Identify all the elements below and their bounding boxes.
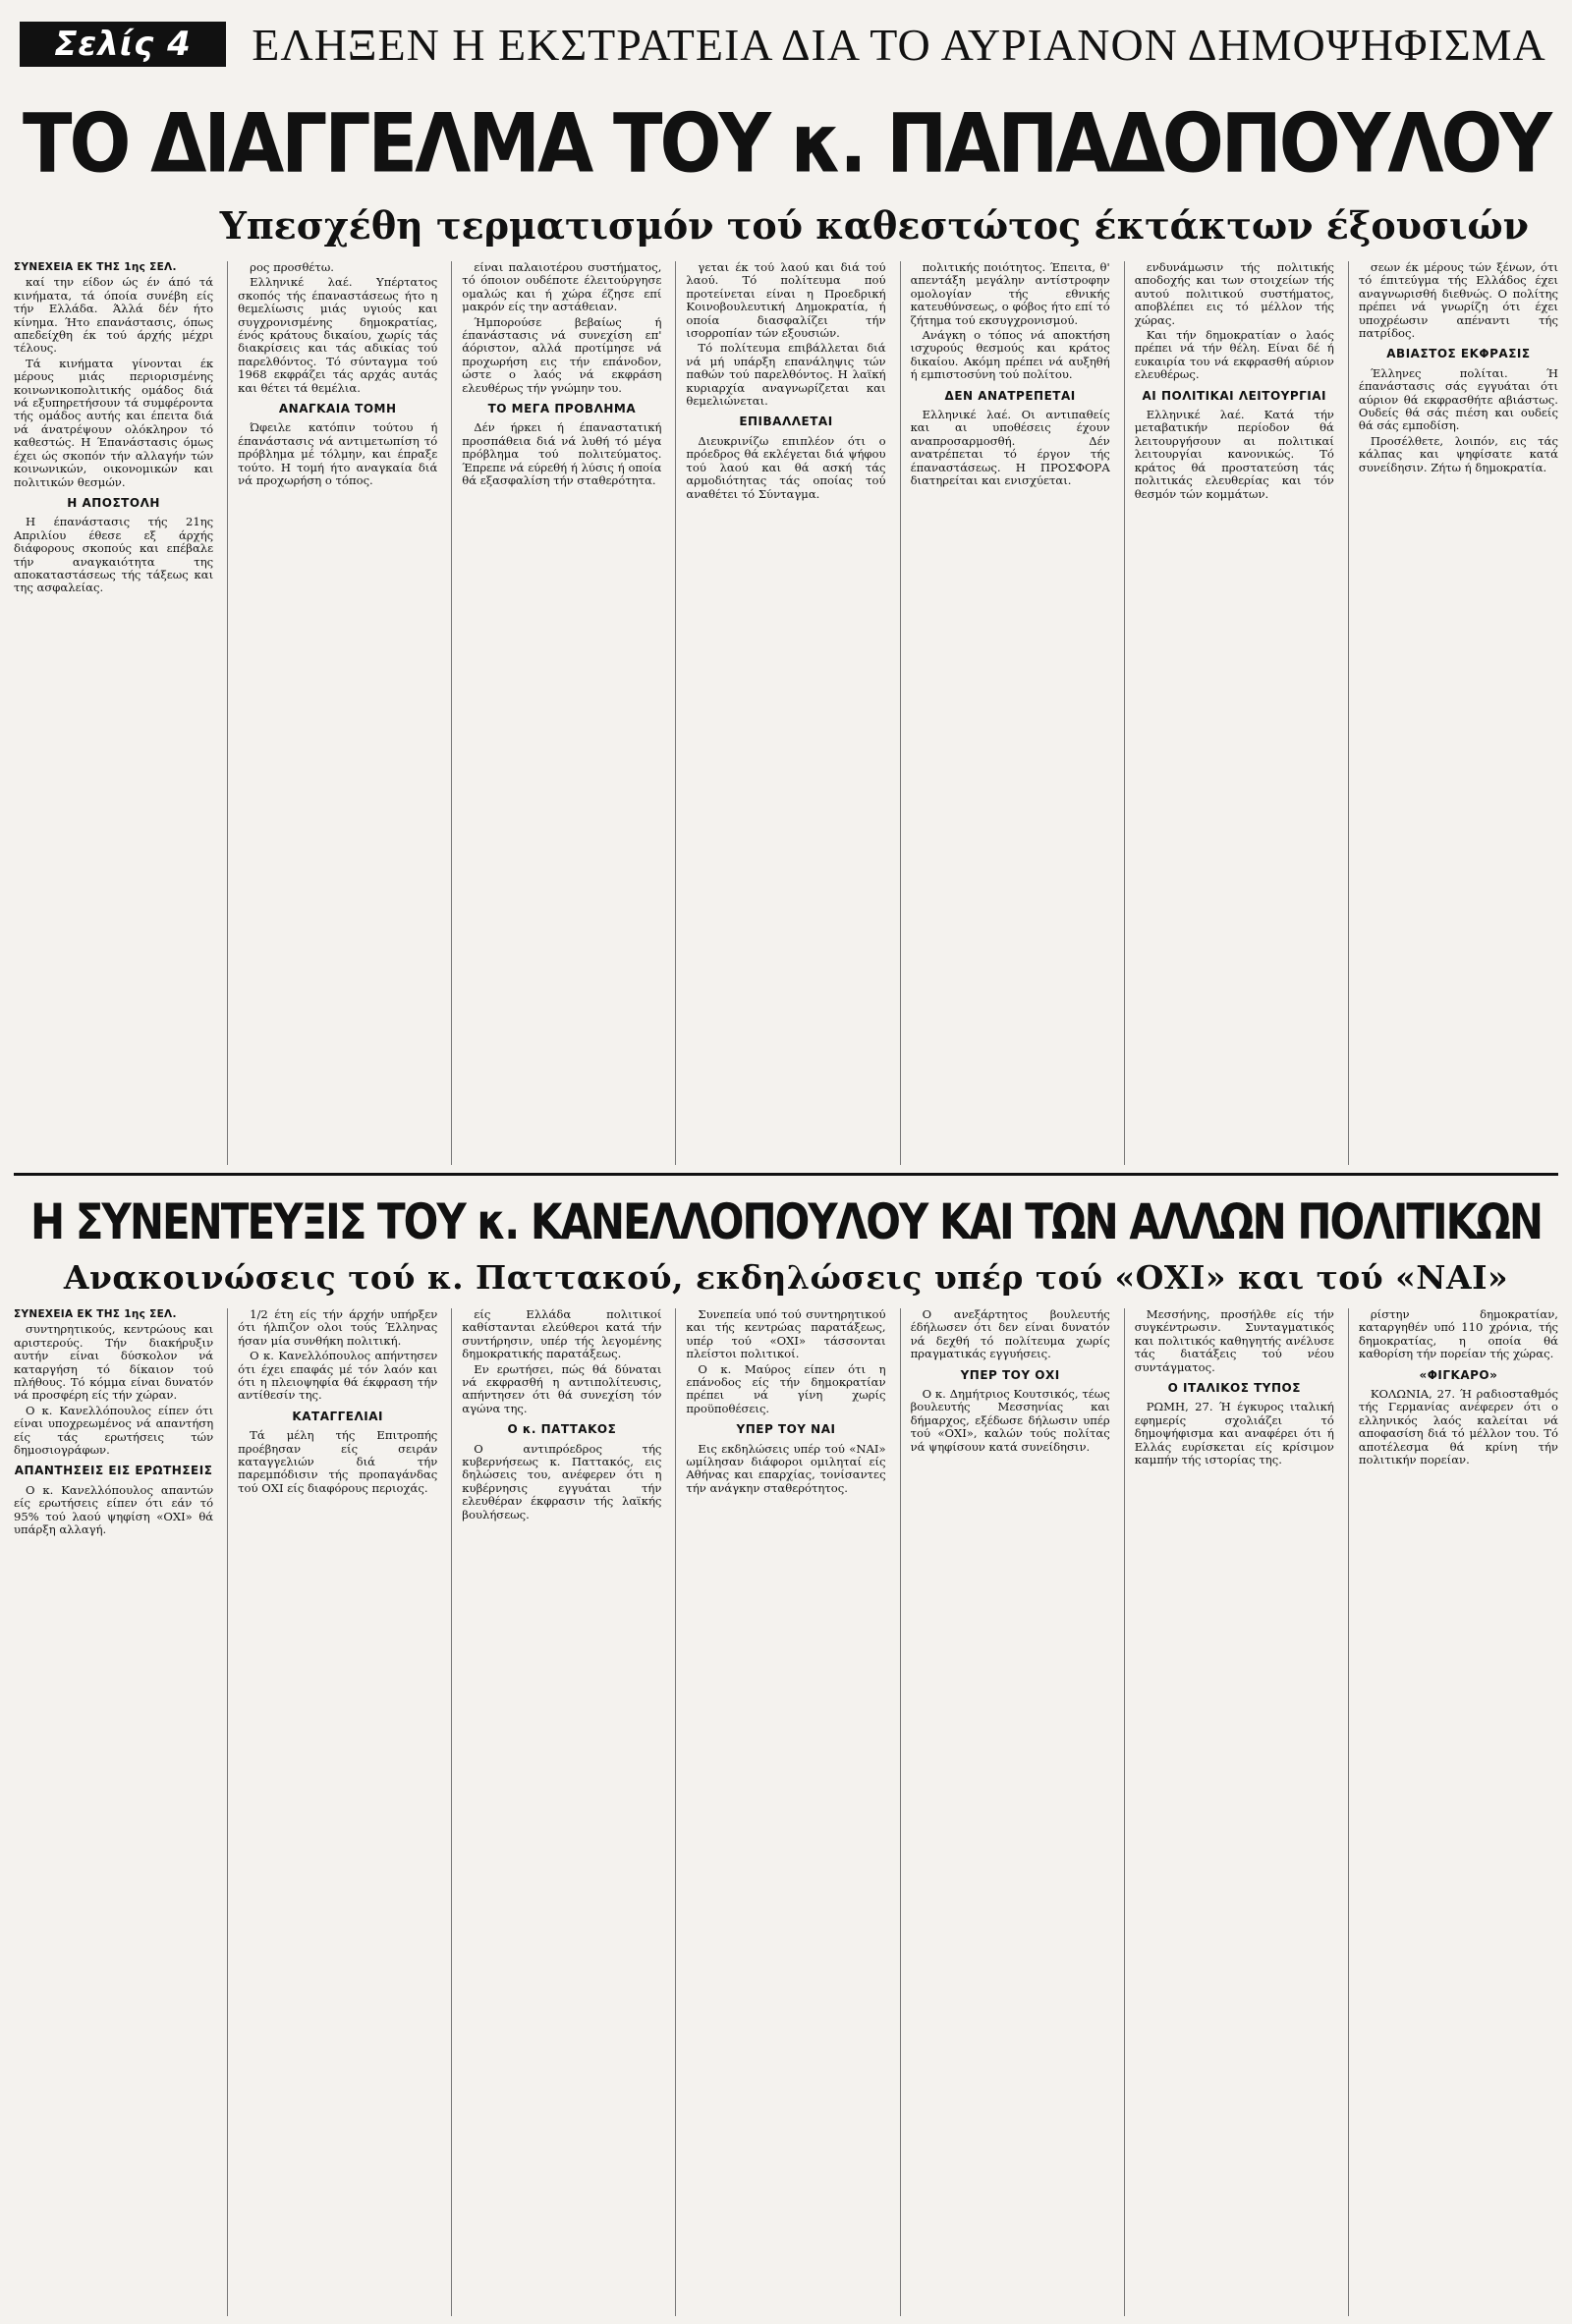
article2-column: [900, 1308, 1110, 2316]
column-subhead: «ΦΙΓΚΑΡΟ»: [1419, 1367, 1498, 1382]
article2-column: [1124, 1308, 1334, 2316]
newspaper-page: [14, 8, 1558, 2316]
column-subhead: ΑΙ ΠΟΛΙΤΙΚΑΙ ΛΕΙΤΟΥΡΓΙΑΙ: [1142, 388, 1327, 403]
main-headline: ΤΟ ΔΙΑΓΓΕΛΜΑ ΤΟΥ κ. ΠΑΠΑΔΟΠΟΥΛΟΥ: [23, 96, 1549, 192]
paragraph: Εις εκδηλώσεις υπέρ τού «ΝΑΙ» ωμίλησαν διάφοροι ομιληταί είς Αθήνας και επαρχίας, τονίσαντες τήν ανάγκην σταθερότητος.: [686, 1441, 886, 1495]
column-subhead: ΔΕΝ ΑΝΑΤΡΕΠΕΤΑΙ: [944, 388, 1076, 403]
paragraph: ΡΩΜΗ, 27. Ή έγκυρος ιταλική εφημερίς σχολιάζει τό δημοψήφισμα και αναφέρει ότι ή Ελλάς ευρίσκεται είς κρίσιμον καμπήν τής ιστορίας της.: [1134, 1400, 1334, 1467]
paragraph: Ελληνικέ λαέ. Υπέρτατος σκοπός τής έπαναστάσεως ήτο η θεμελίωσις μιάς υγιούς και συγχρονισμένης δημοκρατίας, ένός κράτους δικαίου, χωρίς τάς διακρίσεις και τάς αδικίας τού παρελθόντος. Τό σύνταγμα τού 1968 εκφράζει τάς αρχάς αυτάς και θέτει τά θεμέλια.: [238, 275, 438, 395]
paragraph: είς Ελλάδα πολιτικοί καθίστανται ελεύθεροι κατά τήν συντήρησιν, υπέρ τής λεγομένης δημοκρατικής παρατάξεως.: [462, 1308, 662, 1361]
kicker-headline: ΕΛΗΞΕΝ Η ΕΚΣΤΡΑΤΕΙΑ ΔΙΑ ΤΟ ΑΥΡΙΑΝΟΝ ΔΗΜΟΨΗΦΙΣΜΑ: [252, 20, 1546, 70]
article2-column: [675, 1308, 885, 2316]
paragraph: Εν ερωτήσει, πώς θά δύναται νά εκφρασθή η αντιπολίτευσις, απήντησεν ότι θά συνεχίση τόν αγώνα της.: [462, 1361, 662, 1415]
second-headline-band: [14, 1173, 1558, 1300]
paragraph: Και τήν δημοκρατίαν ο λαός πρέπει νά τήν θέλη. Είναι δέ ή ευκαιρία του νά εκφρασθή αύριον ελευθέρως.: [1134, 328, 1334, 382]
paragraph: Τά κινήματα γίνονται έκ μέρους μιάς περιορισμένης κοινωνικοπολιτικής ομάδος διά νά εξυπηρετήσουν τά συμφέροντα τής ομάδος αυτής και έπειτα διά νά άνατρέψουν ολόκληρον τό καθεστώς. Η Έπανάστασις όμως έχει ώς σκοπόν τήν αλλαγήν τών κοινωνικών, οικονομικών και πολιτικών θεσμών.: [14, 356, 214, 489]
article2-column: [451, 1308, 661, 2316]
column-subhead: ΥΠΕΡ ΤΟΥ ΝΑΙ: [736, 1422, 836, 1437]
paragraph: είναι παλαιοτέρου συστήματος, τό όποιον ουδέποτε έλειτούργησε ομαλώς και ή χώρα έζησε επί μακρόν είς την αστάθειαν.: [462, 261, 662, 314]
article1-column: [14, 261, 213, 1165]
article2-columns: [14, 1308, 1558, 2316]
column-subhead: ΚΑΤΑΓΓΕΛΙΑΙ: [292, 1409, 383, 1423]
paragraph: Τό πολίτευμα επιβάλλεται διά νά μή υπάρξη επανάληψις τών παθών τού παρελθόντος. Η λαϊκή κυριαρχία αναγνωρίζεται και θεμελιώνεται.: [686, 341, 886, 409]
paragraph: Δέν ήρκει ή έπαναστατική προσπάθεια διά νά λυθή τό μέγα πρόβλημα τού πολιτεύματος. Έπρεπε νά εύρεθή ή λύσις ή οποία θά εξασφαλίση τήν σταθερότητα.: [462, 420, 662, 488]
paragraph: Ήμπορούσε βεβαίως ή έπανάστασις νά συνεχίση επ' άόριστον, αλλά προτίμησε νά προχωρήση εις τήν επάνοδον, ώστε ο λαός νά εκφράση ελευθέρως τήν γνώμην του.: [462, 314, 662, 395]
main-subheadline: Υπεσχέθη τερματισμόν τού καθεστώτος έκτάκτων έξουσιών: [219, 203, 1529, 248]
article1-column: [675, 261, 885, 1165]
column-subhead: ΕΠΙΒΑΛΛΕΤΑΙ: [739, 415, 833, 429]
column-subhead: ΥΠΕΡ ΤΟΥ ΟΧΙ: [960, 1367, 1060, 1382]
column-lead: ΣΥΝΕΧΕΙΑ ΕΚ ΤΗΣ 1ης ΣΕΛ.: [14, 261, 177, 273]
paragraph: Διευκρινίζω επιπλέον ότι ο πρόεδρος θά εκλέγεται διά ψήφου τού λαού και θά ασκή τάς αρμοδιότητας τάς οποίας τού αναθέτει τό Σύνταγμα.: [686, 433, 886, 501]
paragraph: ΚΟΛΩΝΙΑ, 27. Ή ραδιοσταθμός τής Γερμανίας ανέφερεν ότι ο ελληνικός λαός καλείται νά αποφασίση διά τό μέλλον του. Τό αποτέλεσμα θά κρίνη τήν πολιτικήν πορείαν.: [1358, 1387, 1558, 1467]
paragraph: Ο ανεξάρτητος βουλευτής έδήλωσεν ότι δεν είναι δυνατόν νά δεχθή τό πολίτευμα χωρίς πραγματικάς εγγυήσεις.: [910, 1308, 1110, 1361]
paragraph: πολιτικής ποιότητος. Έπειτα, θ' απεντάξη μεγάλην αντίστροφην ομολογίαν τής εθνικής κατευθύνσεως, ο φόβος ήτο επί τό ζήτημα τού εκσυγχρονισμού.: [910, 261, 1110, 327]
article1-column: [227, 261, 437, 1165]
paragraph: Ώφειλε κατόπιν τούτου ή έπανάστασις νά αντιμετωπίση τό πρόβλημα μέ τόλμην, και έπραξε τούτο. Η τομή ήτο αναγκαία διά νά προχωρήση ο τόπος.: [238, 420, 438, 488]
paragraph: Η έπανάστασις τής 21ης Απριλίου έθεσε εξ άρχής διάφορους σκοπούς και επέβαλε τήν αναγκαιότητα της αποκαταστάσεως τής τάξεως και της ασφαλείας.: [14, 515, 214, 595]
article2-column: [1348, 1308, 1558, 2316]
paragraph: Συνεπεία υπό τού συντηρητικού και τής κεντρώας παρατάξεως, υπέρ τού «ΟΧΙ» τάσσονται πλείστοι πολιτικοί.: [686, 1308, 886, 1361]
paragraph: Προσέλθετε, λοιπόν, εις τάς κάλπας και ψηφίσατε κατά συνείδησιν. Ζήτω ή δημοκρατία.: [1358, 433, 1558, 474]
paragraph: 1/2 έτη είς τήν άρχήν υπήρξεν ότι ήλπιζον ολοι τούς Έλληνας ήσαν μία συνθήκη πολιτική.: [238, 1308, 438, 1348]
paragraph: ρίστην δημοκρατίαν, καταργηθέν υπό 110 χρόνια, τής δημοκρατίας, η οποία θά καθορίση τήν πορείαν τής χώρας.: [1358, 1308, 1558, 1361]
paragraph: ενδυνάμωσιν τής πολιτικής αποδοχής και των στοιχείων τής αυτού πολιτικού συστήματος, αποβλέπει εις τό μέλλον τής χώρας.: [1134, 261, 1334, 327]
column-subhead: ΑΒΙΑΣΤΟΣ ΕΚΦΡΑΣΙΣ: [1386, 347, 1531, 361]
paragraph: Ελληνικέ λαέ. Κατά τήν μεταβατικήν περίοδον θά λειτουργήσουν αι πολιτικαί λειτουργίαι κανονικώς. Τό κράτος θά προστατεύση τάς πολιτικάς ελευθερίας και τόν θεσμόν τών κομμάτων.: [1134, 408, 1334, 501]
paragraph: Ελληνικέ λαέ. Οι αντιπαθείς και αι υποθέσεις έχουν αναπροσαρμοσθή. Δέν ανατρέπεται τό έργον τής έπαναστάσεως. Η ΠΡΟΣΦΟΡΑ διατηρείται και ενισχύεται.: [910, 408, 1110, 488]
paragraph: Ανάγκη ο τόπος νά αποκτήση ισχυρούς θεσμούς και κράτος δικαίου. Ακόμη πρέπει νά αυξηθή ή εμπιστοσύνη τού πολίτου.: [910, 328, 1110, 382]
second-headline: Η ΣΥΝΕΝΤΕΥΞΙΣ ΤΟΥ κ. ΚΑΝΕΛΛΟΠΟΥΛΟΥ ΚΑΙ ΤΩΝ ΑΛΛΩΝ ΠΟΛΙΤΙΚΩΝ: [29, 1193, 1543, 1250]
column-subhead: ΤΟ ΜΕΓΑ ΠΡΟΒΛΗΜΑ: [487, 402, 637, 416]
main-subheadline-wrap: [210, 198, 1558, 253]
masthead-row: [14, 8, 1558, 79]
paragraph: Ο κ. Κανελλόπουλος απήντησεν ότι έχει επαφάς μέ τόν λαόν και ότι η πλειοψηφία θά έκφραση τήν αντίθεσίν της.: [238, 1349, 438, 1403]
paragraph: καί την είδον ώς έν άπό τά κινήματα, τά όποία συνέβη είς τήν Ελλάδα. Άλλά δέν ήτο κίνημα. Ήτο επανάστασις, όπως απεδείχθη έκ τού άρχής μέχρι τέλους.: [14, 275, 214, 356]
paragraph: ρος προσθέτω.: [250, 261, 334, 274]
column-lead: ΣΥΝΕΧΕΙΑ ΕΚ ΤΗΣ 1ης ΣΕΛ.: [14, 1308, 177, 1320]
column-subhead: ΑΠΑΝΤΗΣΕΙΣ ΕΙΣ ΕΡΩΤΗΣΕΙΣ: [14, 1464, 213, 1478]
article1-column: [900, 261, 1110, 1165]
paragraph: Έλληνες πολίται. Ή έπανάστασις σάς εγγυάται ότι αύριον θά εκφρασθήτε αβιάστως. Ουδείς θά σάς πιέση και ουδείς θά σάς εμποδίση.: [1358, 365, 1558, 433]
column-subhead: ΑΝΑΓΚΑΙΑ ΤΟΜΗ: [278, 402, 397, 416]
paragraph: Ο κ. Δημήτριος Κουτσικός, τέως βουλευτής Μεσσηνίας και δήμαρχος, εξέδωσε δήλωσιν υπέρ τού «ΟΧΙ», καλών τούς πολίτας νά ψηφίσουν κατά συνείδησιν.: [910, 1387, 1110, 1454]
column-subhead: Ο ΙΤΑΛΙΚΟΣ ΤΥΠΟΣ: [1167, 1381, 1301, 1396]
article2-column: [14, 1308, 213, 2316]
paragraph: Μεσσήνης, προσήλθε είς τήν συγκέντρωσιν. Συνταγματικός και πολιτικός καθηγητής ανέλυσε τάς διατάξεις τού νέου συντάγματος.: [1134, 1308, 1334, 1374]
paragraph: Ο αντιπρόεδρος τής κυβερνήσεως κ. Παττακός, εις δηλώσεις του, ανέφερεν ότι η κυβέρνησις εγγυάται τήν ελευθέραν έκφρασιν τής λαϊκής βουλήσεως.: [462, 1441, 662, 1522]
page-number-badge: Σελίς 4: [20, 22, 226, 67]
paragraph: Ο κ. Κανελλόπουλος είπεν ότι είναι υποχρεωμένος νά απαντήση είς τάς ερωτήσεις τών δημοσιογράφων.: [14, 1403, 214, 1458]
paragraph: γεται έκ τού λαού και διά τού λαού. Τό πολίτευμα πού προτείνεται είναι η Προεδρική Κοινοβουλευτική Δημοκρατία, ή οποία διασφαλίζει τήν ισορροπίαν τών εξουσιών.: [686, 261, 886, 341]
paragraph: Ο κ. Κανελλόπουλος απαντών είς ερωτήσεις είπεν ότι εάν τό 95% τού λαού ψηφίση «ΟΧΙ» θά υπάρξη αλλαγή.: [14, 1482, 214, 1537]
paragraph: Ο κ. Μαύρος είπεν ότι η επάνοδος είς τήν δημοκρατίαν πρέπει νά γίνη χωρίς προϋποθέσεις.: [686, 1361, 886, 1415]
paragraph: Τά μέλη τής Επιτροπής προέβησαν είς σειράν καταγγελιών διά τήν παρεμπόδισιν τής προπαγάνδας τού ΟΧΙ είς διαφόρους περιοχάς.: [238, 1428, 438, 1495]
column-subhead: Η ΑΠΟΣΤΟΛΗ: [67, 495, 160, 510]
paragraph: σεων έκ μέρους τών ξένων, ότι τό έπιτεύγμα τής Ελλάδος έχει αναγνωρισθή διεθνώς. Ο πολίτης πρέπει νά γνωρίζη ότι έχει υποχρέωσιν απέναντι τής πατρίδος.: [1358, 261, 1558, 341]
article1-column: [1348, 261, 1558, 1165]
article1-columns: [14, 261, 1558, 1165]
column-subhead: Ο κ. ΠΑΤΤΑΚΟΣ: [507, 1422, 617, 1437]
article1-column: [1124, 261, 1334, 1165]
second-subheadline: Ανακοινώσεις τού κ. Παττακού, εκδηλώσεις υπέρ τού «ΟΧΙ» και τού «ΝΑΙ»: [63, 1258, 1509, 1297]
article2-column: [227, 1308, 437, 2316]
paragraph: συντηρητικούς, κεντρώους και αριστερούς. Τήν διακήρυξιν αυτήν είναι δύσκολον νά καταργήση τό δίκαιον τού πλήθους. Τό κόμμα είναι δυνατόν νά προσφέρη είς τήν χώραν.: [14, 1322, 214, 1403]
article1-column: [451, 261, 661, 1165]
